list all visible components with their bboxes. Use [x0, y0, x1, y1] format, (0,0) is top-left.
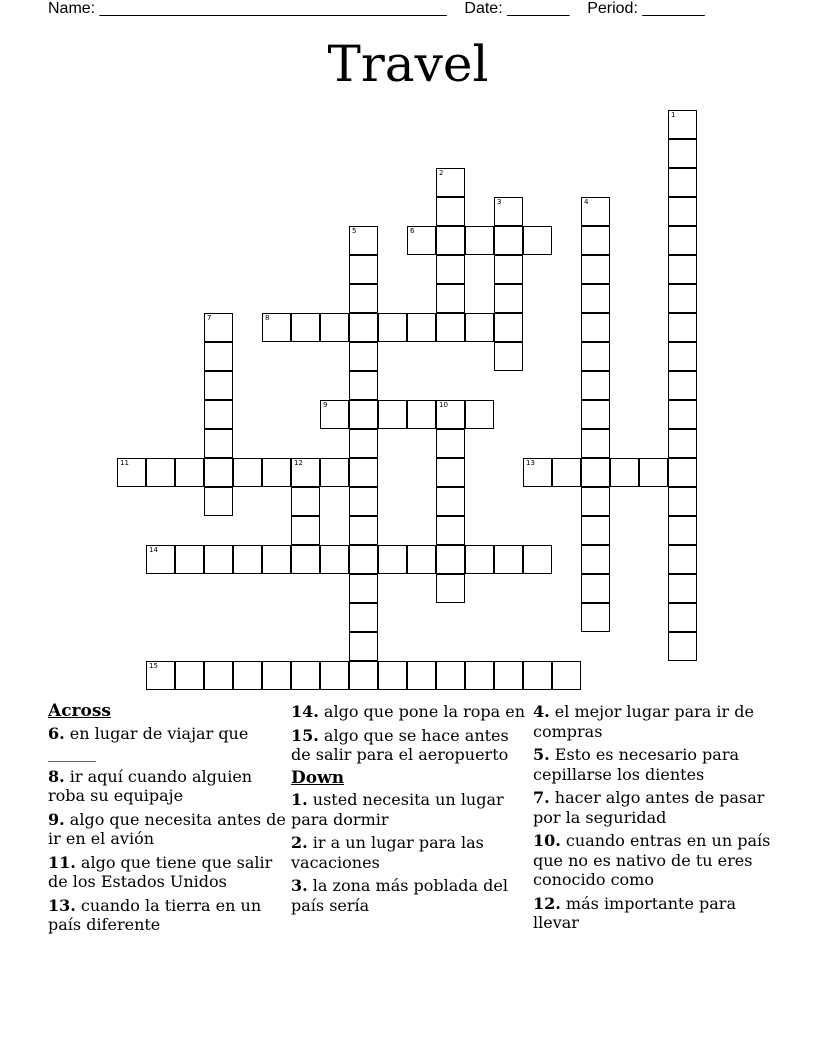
grid-cell[interactable]: [668, 110, 697, 139]
clue-number: 11.: [48, 852, 76, 872]
grid-cell[interactable]: [668, 574, 697, 603]
across-heading: Across: [48, 701, 111, 721]
grid-cell[interactable]: [581, 400, 610, 429]
grid-cell[interactable]: [465, 226, 494, 255]
grid-cell[interactable]: [175, 545, 204, 574]
grid-cell[interactable]: [581, 603, 610, 632]
grid-cell[interactable]: [668, 458, 697, 487]
grid-cell[interactable]: [494, 661, 523, 690]
clue-item: [48, 767, 288, 806]
clue-text: la zona más poblada del país sería: [291, 876, 508, 915]
grid-cell[interactable]: [581, 458, 610, 487]
clue-number: 10.: [533, 831, 561, 850]
grid-cell[interactable]: [291, 661, 320, 690]
grid-cell[interactable]: [146, 545, 175, 574]
cell-number: 2: [439, 169, 444, 177]
grid-cell[interactable]: [262, 545, 291, 574]
grid-cell[interactable]: [378, 400, 407, 429]
cell-number: 5: [352, 227, 357, 235]
grid-cell[interactable]: [494, 545, 523, 574]
clue-item: [291, 702, 531, 722]
grid-cell[interactable]: [494, 342, 523, 371]
grid-cell[interactable]: [407, 545, 436, 574]
grid-cell[interactable]: [668, 603, 697, 632]
cell-number: 8: [265, 314, 270, 322]
period-blank[interactable]: _______: [642, 0, 705, 17]
grid-cell[interactable]: [668, 516, 697, 545]
grid-cell[interactable]: [581, 371, 610, 400]
grid-cell[interactable]: [494, 255, 523, 284]
clue-number: 12.: [533, 893, 561, 913]
page-title: Travel: [327, 35, 489, 93]
grid-cell[interactable]: [581, 226, 610, 255]
clue-number: 5.: [533, 745, 550, 764]
grid-cell[interactable]: [233, 661, 262, 690]
grid-cell[interactable]: [407, 226, 436, 255]
grid-cell[interactable]: [436, 545, 465, 574]
grid-cell[interactable]: [291, 313, 320, 342]
grid-cell[interactable]: [204, 371, 233, 400]
grid-cell[interactable]: [552, 458, 581, 487]
cell-number: 7: [207, 314, 212, 322]
grid-cell[interactable]: [204, 429, 233, 458]
cell-number: 14: [149, 546, 158, 554]
grid-cell[interactable]: [117, 458, 146, 487]
grid-cell[interactable]: [465, 313, 494, 342]
clue-text: algo que tiene que salir de los Estados Unidos: [48, 852, 273, 891]
date-blank[interactable]: _______: [507, 0, 570, 17]
grid-cell[interactable]: [668, 545, 697, 574]
grid-cell[interactable]: [581, 516, 610, 545]
grid-cell[interactable]: [320, 400, 349, 429]
clues-column-2: [291, 702, 531, 919]
grid-cell[interactable]: [349, 661, 378, 690]
grid-cell[interactable]: [581, 284, 610, 313]
clue-item: [533, 745, 773, 784]
clue-number: 1.: [291, 790, 308, 809]
grid-cell[interactable]: [291, 545, 320, 574]
grid-cell[interactable]: [581, 574, 610, 603]
grid-cell[interactable]: [581, 255, 610, 284]
grid-cell[interactable]: [668, 487, 697, 516]
grid-cell[interactable]: [378, 661, 407, 690]
clue-item: [48, 896, 288, 935]
grid-cell[interactable]: [349, 313, 378, 342]
grid-cell[interactable]: [465, 661, 494, 690]
grid-cell[interactable]: [146, 661, 175, 690]
grid-cell[interactable]: [349, 342, 378, 371]
cell-number: 3: [497, 198, 502, 206]
clue-item: [533, 702, 773, 741]
clue-text: en lugar de viajar que ______: [48, 723, 249, 762]
grid-cell[interactable]: [668, 371, 697, 400]
clue-number: 4.: [533, 702, 550, 721]
cell-number: 10: [439, 401, 448, 409]
grid-cell[interactable]: [291, 487, 320, 516]
grid-cell[interactable]: [523, 458, 552, 487]
grid-cell[interactable]: [204, 487, 233, 516]
grid-cell[interactable]: [494, 313, 523, 342]
grid-cell[interactable]: [204, 458, 233, 487]
clue-text: Esto es necesario para cepillarse los dientes: [533, 745, 739, 784]
clue-item: [533, 831, 773, 890]
grid-cell[interactable]: [407, 313, 436, 342]
grid-cell[interactable]: [465, 545, 494, 574]
grid-cell[interactable]: [407, 661, 436, 690]
clues-column-1: [48, 702, 288, 939]
grid-cell[interactable]: [320, 545, 349, 574]
grid-cell[interactable]: [233, 545, 262, 574]
clue-number: 6.: [48, 723, 65, 743]
grid-cell[interactable]: [668, 197, 697, 226]
grid-cell[interactable]: [204, 400, 233, 429]
clue-item: [48, 853, 288, 892]
grid-cell[interactable]: [349, 487, 378, 516]
grid-cell[interactable]: [436, 429, 465, 458]
grid-cell[interactable]: [204, 342, 233, 371]
grid-cell[interactable]: [610, 458, 639, 487]
cell-number: 1: [671, 111, 676, 119]
date-label: Date:: [464, 0, 503, 17]
grid-cell[interactable]: [291, 516, 320, 545]
clue-item: [291, 876, 531, 915]
grid-cell[interactable]: [581, 487, 610, 516]
grid-cell[interactable]: [436, 168, 465, 197]
clue-number: 7.: [533, 788, 550, 807]
grid-cell[interactable]: [494, 197, 523, 226]
cell-number: 15: [149, 662, 158, 670]
grid-cell[interactable]: [465, 400, 494, 429]
cell-number: 13: [526, 459, 535, 467]
grid-cell[interactable]: [668, 429, 697, 458]
grid-cell[interactable]: [349, 371, 378, 400]
grid-cell[interactable]: [175, 458, 204, 487]
grid-cell[interactable]: [436, 516, 465, 545]
grid-cell[interactable]: [668, 168, 697, 197]
clue-item: [291, 726, 531, 765]
grid-cell[interactable]: [349, 226, 378, 255]
grid-cell[interactable]: [378, 313, 407, 342]
clue-item: [291, 790, 531, 829]
clue-text: usted necesita un lugar para dormir: [291, 790, 504, 829]
name-blank[interactable]: _______________________________________: [99, 0, 447, 17]
grid-cell[interactable]: [349, 545, 378, 574]
cell-number: 11: [120, 459, 129, 467]
clue-text: el mejor lugar para ir de compras: [533, 702, 754, 741]
grid-cell[interactable]: [668, 139, 697, 168]
grid-cell[interactable]: [581, 342, 610, 371]
grid-cell[interactable]: [436, 574, 465, 603]
grid-cell[interactable]: [204, 313, 233, 342]
grid-cell[interactable]: [349, 429, 378, 458]
clues-column-3: [533, 702, 773, 937]
header-fields: [48, 0, 768, 20]
grid-cell[interactable]: [320, 313, 349, 342]
grid-cell[interactable]: [581, 197, 610, 226]
clue-number: 15.: [291, 725, 319, 745]
grid-cell[interactable]: [349, 284, 378, 313]
clue-text: algo que se hace antes de salir para el aeropuerto: [291, 725, 509, 764]
clue-item: [533, 788, 773, 827]
grid-cell[interactable]: [436, 487, 465, 516]
clue-text: ir aquí cuando alguien roba su equipaje: [48, 766, 253, 805]
grid-cell[interactable]: [349, 603, 378, 632]
grid-cell[interactable]: [436, 313, 465, 342]
clue-number: 8.: [48, 766, 65, 786]
clue-item: [533, 894, 773, 933]
clue-item: [48, 724, 288, 763]
grid-cell[interactable]: [523, 661, 552, 690]
grid-cell[interactable]: [262, 458, 291, 487]
grid-cell[interactable]: [436, 661, 465, 690]
grid-cell[interactable]: [668, 255, 697, 284]
clue-number: 14.: [291, 702, 319, 721]
clue-text: algo que pone la ropa en: [318, 702, 526, 721]
period-label: Period:: [587, 0, 638, 17]
cell-number: 4: [584, 198, 589, 206]
grid-cell[interactable]: [436, 400, 465, 429]
grid-cell[interactable]: [668, 313, 697, 342]
clue-item: [291, 833, 531, 872]
cell-number: 9: [323, 401, 328, 409]
grid-cell[interactable]: [639, 458, 668, 487]
cell-number: 12: [294, 459, 303, 467]
grid-cell[interactable]: [436, 226, 465, 255]
down-heading: Down: [291, 767, 345, 788]
grid-cell[interactable]: [204, 661, 233, 690]
grid-cell[interactable]: [349, 400, 378, 429]
grid-cell[interactable]: [349, 458, 378, 487]
grid-cell[interactable]: [668, 342, 697, 371]
clue-text: ir a un lugar para las vacaciones: [291, 833, 484, 872]
clue-text: más importante para llevar: [533, 893, 736, 932]
clue-number: 9.: [48, 809, 65, 829]
clue-number: 3.: [291, 876, 308, 895]
clue-text: hacer algo antes de pasar por la seguridad: [533, 788, 765, 827]
grid-cell[interactable]: [436, 197, 465, 226]
grid-cell[interactable]: [668, 400, 697, 429]
grid-cell[interactable]: [349, 574, 378, 603]
grid-cell[interactable]: [175, 661, 204, 690]
grid-cell[interactable]: [581, 545, 610, 574]
cell-number: 6: [410, 227, 415, 235]
grid-cell[interactable]: [349, 255, 378, 284]
grid-cell[interactable]: [378, 545, 407, 574]
grid-cell[interactable]: [146, 458, 175, 487]
grid-cell[interactable]: [233, 458, 262, 487]
grid-cell[interactable]: [523, 545, 552, 574]
clue-text: algo que necesita antes de ir en el avión: [48, 809, 286, 848]
grid-cell[interactable]: [407, 400, 436, 429]
clue-number: 2.: [291, 833, 308, 852]
clue-text: cuando la tierra en un país diferente: [48, 895, 262, 934]
clue-text: cuando entras en un país que no es nativo de tu eres conocido como: [533, 831, 771, 889]
clue-item: [48, 810, 288, 849]
grid-cell[interactable]: [581, 313, 610, 342]
grid-cell[interactable]: [349, 632, 378, 661]
name-label: Name:: [48, 0, 96, 17]
grid-cell[interactable]: [668, 632, 697, 661]
clue-number: 13.: [48, 895, 76, 915]
grid-cell[interactable]: [204, 545, 233, 574]
grid-cell[interactable]: [349, 516, 378, 545]
grid-cell[interactable]: [436, 284, 465, 313]
grid-cell[interactable]: [668, 226, 697, 255]
grid-cell[interactable]: [494, 284, 523, 313]
grid-cell[interactable]: [552, 661, 581, 690]
grid-cell[interactable]: [262, 661, 291, 690]
grid-cell[interactable]: [581, 429, 610, 458]
grid-cell[interactable]: [668, 284, 697, 313]
grid-cell[interactable]: [523, 226, 552, 255]
grid-cell[interactable]: [436, 255, 465, 284]
grid-cell[interactable]: [291, 458, 320, 487]
grid-cell[interactable]: [262, 313, 291, 342]
grid-cell[interactable]: [494, 226, 523, 255]
grid-cell[interactable]: [320, 661, 349, 690]
grid-cell[interactable]: [436, 458, 465, 487]
grid-cell[interactable]: [320, 458, 349, 487]
